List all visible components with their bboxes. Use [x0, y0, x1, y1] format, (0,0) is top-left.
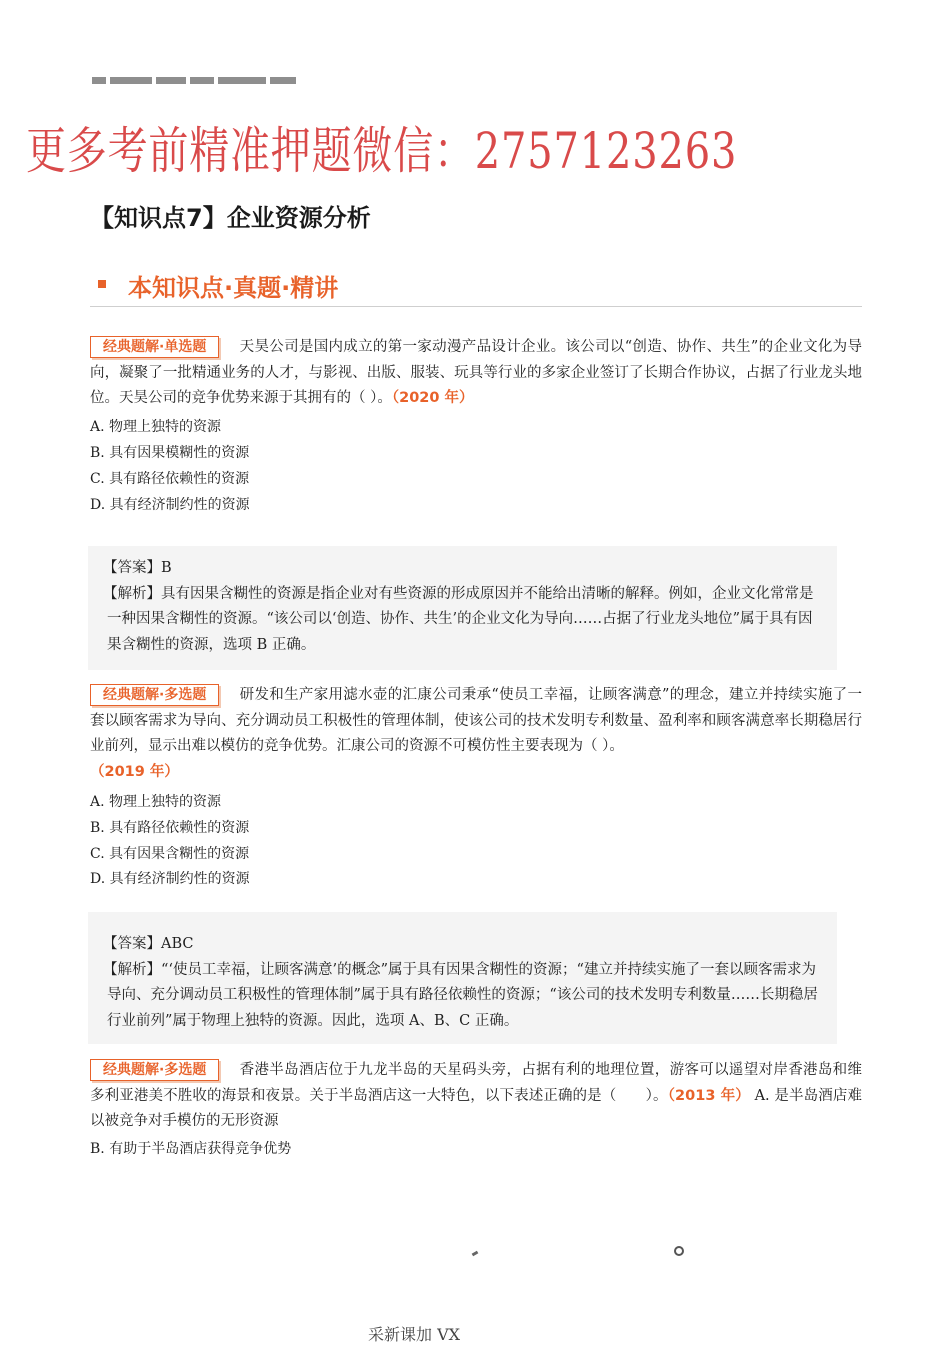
footer-text: 采新课加 VX — [368, 1325, 461, 1344]
question-2-option-b: B. 具有路径依赖性的资源 — [90, 820, 250, 836]
question-2-stem — [90, 683, 862, 785]
question-1-stem — [90, 335, 862, 412]
question-2-answer: 【答案】ABC — [103, 936, 194, 952]
question-1-answer: 【答案】B — [103, 560, 172, 576]
question-2-answer-box — [88, 912, 837, 1044]
question-2-option-c: C. 具有因果含糊性的资源 — [90, 846, 250, 862]
watermark-text: 更多考前精准押题微信：2757123263 — [26, 122, 738, 180]
question-2-explanation: 【解析】“‘使员工幸福，让顾客满意’的概念”属于具有因果含糊性的资源；“建立并持续实施了一套以顾客需求为导向、充分调动员工积极性的管理体制”属于具有路径依赖性的资源；“该公司的技术发明专利数量……长期稳居行业前列”属于物理上独特的资源。因此，选项 A、B、C 正确。 — [103, 961, 818, 1029]
question-3-option-b: B. 有助于半岛酒店获得竞争优势 — [90, 1141, 292, 1157]
section-title: 本知识点·真题·精讲 — [128, 274, 339, 302]
question-1-option-c: C. 具有路径依赖性的资源 — [90, 471, 250, 487]
section-divider — [90, 306, 862, 307]
question-1-year: （2020 年） — [391, 390, 474, 406]
question-3-stem — [90, 1058, 862, 1135]
header-scribble — [92, 70, 322, 84]
question-2-tag: 经典题解·多选题 — [90, 684, 219, 706]
knowledge-point-title: 【知识点7】企业资源分析 — [90, 204, 371, 232]
question-3-tag: 经典题解·多选题 — [90, 1059, 219, 1081]
question-1-text: 天昊公司是国内成立的第一家动漫产品设计企业。该公司以“创造、协作、共生”的企业文化为导向，凝聚了一批精通业务的人才，与影视、出版、服装、玩具等行业的多家企业签订了长期合作协议，占据了行业龙头地位。天昊公司的竞争优势来源于其拥有的（ ）。 — [90, 339, 862, 406]
question-1-explanation: 【解析】具有因果含糊性的资源是指企业对有些资源的形成原因并不能给出清晰的解释。例如，企业文化常常是一种因果含糊性的资源。“该公司以‘创造、协作、共生’的企业文化为导向……占据了行业龙头地位”属于具有因果含糊性的资源，选项 B 正确。 — [103, 585, 814, 653]
question-2-option-a: A. 物理上独特的资源 — [90, 794, 222, 810]
question-2-option-d: D. 具有经济制约性的资源 — [90, 871, 250, 887]
question-3-text: 香港半岛酒店位于九龙半岛的天星码头旁，占据有利的地理位置，游客可以遥望对岸香港岛和维多利亚港美不胜收的海景和夜景。关于半岛酒店这一大特色，以下表述正确的是（ ）。 — [90, 1062, 862, 1104]
scan-mark — [472, 1251, 479, 1257]
question-3-year: （2013 年） — [667, 1087, 750, 1104]
section-bullet-icon — [98, 280, 106, 288]
question-3-option-a: A. 是半岛酒店难以被竞争对手模仿的无形资源 — [90, 1087, 863, 1129]
question-1-tag: 经典题解·单选题 — [90, 336, 219, 358]
question-1-option-d: D. 具有经济制约性的资源 — [90, 497, 250, 513]
scan-circle-mark — [674, 1246, 684, 1256]
question-1-answer-box — [88, 546, 837, 670]
question-2-year: （2019 年） — [90, 763, 179, 780]
question-2-text: 研发和生产家用滤水壶的汇康公司秉承“使员工幸福，让顾客满意”的理念，建立并持续实施了一套以顾客需求为导向、充分调动员工积极性的管理体制，使该公司的技术发明专利数量、盈利率和顾客满意率长期稳居行业前列，显示出难以模仿的竞争优势。汇康公司的资源不可模仿性主要表现为（ ）。 — [90, 687, 862, 754]
question-1-option-a: A. 物理上独特的资源 — [90, 419, 222, 435]
question-1-option-b: B. 具有因果模糊性的资源 — [90, 445, 250, 461]
